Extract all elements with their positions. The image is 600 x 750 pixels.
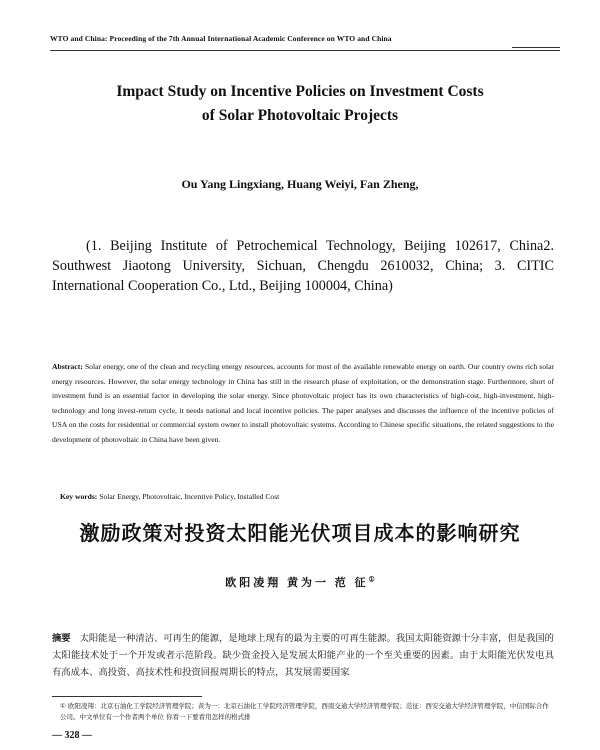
chinese-author-names: 欧阳凌翔 黄为一 范 征 [225,577,369,589]
footnote: ① 欧阳凌翔：北京石油化工学院经济管理学院；黄为一：北京石油化工学院经济管理学院，西南交通大学经济管理学院；范征：西安交通大学经济管理学院，中信国际合作公司。中文单位有一个作者两个单位 你看一下要看用怎样的格式排 [60,702,549,721]
author-list: Ou Yang Lingxiang, Huang Weiyi, Fan Zheng, [181,177,419,191]
keywords [60,492,554,501]
keywords-label: Key words: [60,492,98,501]
title-line-1: Impact Study on Incentive Policies on Investment Costs [116,83,484,100]
abstract [52,360,554,448]
paper-title [60,80,540,128]
chinese-abstract-label: 摘要 [52,633,71,644]
page-number: — 328 — [52,730,92,741]
footnote-rule [52,696,202,697]
chinese-abstract-text: 太阳能是一种清洁、可再生的能源，是地球上现有的最为主要的可再生能源。我国太阳能资源十分丰富，但是我国的太阳能技术处于一个开发或者示范阶段。缺少资金投入是发展太阳能产业的一个至关重要的因素。由于太阳能光伏发电具有高成本、高投资、高技术性和投资回报周期长的特点，其发展需要国家 [52,633,554,678]
abstract-text: Solar energy, one of the clean and recycling energy resources, accounts for most of the available renewable energy on earth. Our country owns rich solar energy resources. However, the solar energy technology in China has still in the research phase of exploitation, or the demonstration stage. Furthermore, short of investment fund is an essential factor in developing the solar energy. Since photovoltaic project has its own characteristics of high-cost, high-investment, high-technology and long invest-return cycle, it needs national and local incentive policies. The paper analyses and discusses the influence of the incentive policies of USA on the costs for residential or commercial system owner to install photovoltaic systems. According to Chinese specific situations, the related suggestions to the development of photovoltaic in China have been given. [52,362,555,444]
running-head-rule-right [512,47,560,48]
running-head-rule [50,50,560,51]
chinese-authors [60,574,540,590]
chinese-title: 激励政策对投资太阳能光伏项目成本的影响研究 [79,521,521,545]
affiliations: (1. Beijing Institute of Petrochemical Technology, Beijing 102617, China2. Southwest Jiaotong University, Sichuan, Chengdu 2610032, China; 3. CITIC International Cooperation Co., Ltd., Beijing 100004, China) [52,238,554,294]
title-line-2: of Solar Photovoltaic Projects [201,107,399,124]
keywords-text: Solar Energy, Photovoltaic, Incentive Policy, Installed Cost [99,492,280,501]
running-head: WTO and China: Proceeding of the 7th Annual International Academic Conference on WTO and China [50,34,392,43]
footnote-mark: ① [368,575,375,584]
abstract-label: Abstract: [52,362,83,371]
chinese-abstract [52,630,554,681]
